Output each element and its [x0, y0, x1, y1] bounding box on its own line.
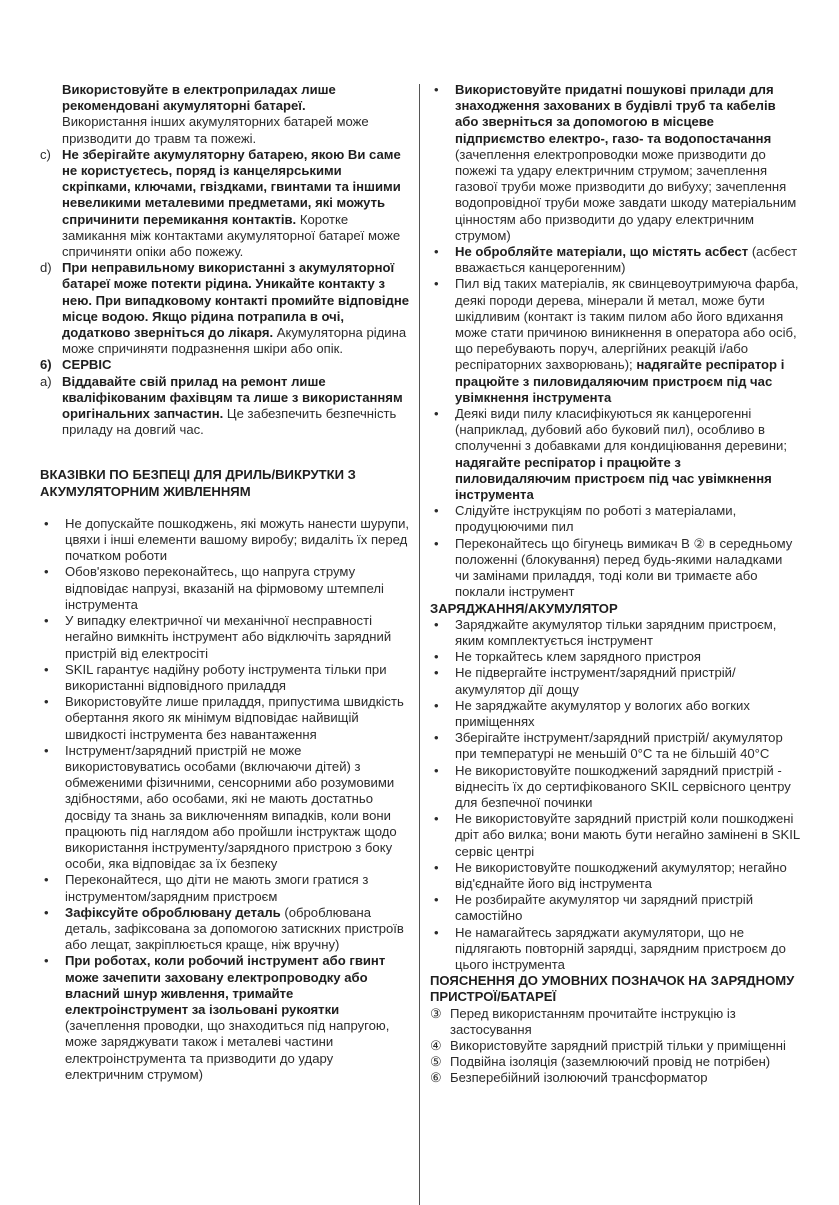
safety-bullet-5 [40, 694, 412, 743]
battery-intro-text: Використання інших акумуляторних батарей може призводити до травм та пожежі. [62, 114, 369, 146]
bullet-text: (зачеплення електропроводки може призводити до пожежі та удару електричним струмом; зачеплення газової труби може призводити до вибуху; зачеплення водопровідної труби може завдати шкоду матеріальним цінностям або призводити до удару електричним струмом) [455, 146, 797, 243]
charging-item-5 [430, 730, 800, 762]
safety-bullet-6 [40, 743, 412, 873]
bullet-mark: • [434, 859, 439, 875]
symbol-item-6 [430, 1070, 800, 1086]
bullet-bold: надягайте респіратор і працюйте з пиловидаляючим пристроєм під час увімкнення інструмента [455, 357, 785, 405]
charging-item-9 [430, 892, 800, 924]
symbol-text: Використовуйте зарядний пристрій тільки у приміщенні [450, 1037, 786, 1053]
bullet-mark: • [434, 762, 439, 778]
charging-heading: ЗАРЯДЖАННЯ/АКУМУЛЯТОР [430, 600, 618, 616]
bullet-mark: • [44, 515, 49, 531]
charging-item-10 [430, 925, 800, 974]
safety-bullet-13 [430, 406, 800, 503]
bullet-mark: • [434, 924, 439, 940]
bullet-mark: • [44, 904, 49, 920]
bullet-text: Переконайтесь що бігунець вимикач B ② в середньому положенні (блокування) перед будь-якими наладками чи замінами приладдя, тоді коли ви тримаєте або поклали інструмент [455, 535, 793, 600]
safety-bullet-15 [430, 536, 800, 601]
safety-bullet-7 [40, 872, 412, 904]
rule-d [40, 260, 412, 357]
charging-item-6 [430, 763, 800, 812]
bullet-mark: • [434, 892, 439, 908]
charging-item-8 [430, 860, 800, 892]
safety-bullet-9 [40, 953, 412, 1083]
bullet-text: Не використовуйте пошкоджений зарядний пристрій - віднесіть їх до сертифікованого SKIL сервісного центру для безпечної починки [455, 762, 791, 810]
symbol-number: ⑥ [430, 1070, 442, 1086]
bullet-bold: Не обробляйте матеріали, що містять асбест [455, 244, 749, 260]
rule-c-bold: Не зберігайте акумуляторну батарею, якою Ви саме не користуєтесь, поряд із канцелярськими скріпками, ключами, гвіздками, гвинтами та іншими невеликими металевими предметами, які можуть спричинити перемикання контактів. [62, 146, 401, 227]
bullet-text: (оброблювана деталь, зафіксована за допомогою затискних пристроїв або лещат, закріплюється краще, ніж вручну) [65, 904, 404, 953]
rule-c-marker: c) [40, 146, 51, 162]
bullet-mark: • [44, 953, 49, 969]
right-column [430, 82, 800, 1087]
symbol-item-5 [430, 1054, 800, 1070]
symbol-text: Безперебійний ізолюючий трансформатор [450, 1070, 708, 1086]
rule-c [40, 147, 412, 260]
bullet-mark: • [434, 406, 439, 422]
symbol-item-3 [430, 1006, 800, 1038]
bullet-mark: • [434, 276, 439, 292]
bullet-bold: Використовуйте придатні пошукові прилади для знаходження захованих в будівлі труб та кабелів або зверніться за допомогою в місцеве підприємство електро-, газо- та водопостачання [455, 82, 776, 146]
bullet-text: (асбест вважається канцерогенним) [455, 244, 798, 276]
bullet-mark: • [434, 697, 439, 713]
symbols-heading: ПОЯСНЕННЯ ДО УМОВНИХ ПОЗНАЧОК НА ЗАРЯДНОМУ ПРИСТРОЇ/БАТАРЕЇ [430, 973, 795, 1005]
safety-bullet-14 [430, 503, 800, 535]
bullet-text: Обов'язково переконайтесь, що напруга струму відповідає напрузі, вказаній на фірмовому штемпелі інструмента [65, 564, 384, 612]
safety-bullet-11 [430, 244, 800, 276]
bullet-mark: • [44, 661, 49, 677]
bullet-bold: При роботах, коли робочий інструмент або гвинт може зачепити заховану електропроводку або власний шнур живлення, тримайте електроінструмент за ізольовані рукоятки [65, 953, 386, 1017]
bullet-text: Інструмент/зарядний пристрій не може використовуватись особами (включаючи дітей) з обмеженими фізичними, сенсорними або розумовими здібностями, або особами, які не мають достатньо досвіду та знань за виключенням випадків, коли вони працюють під наглядом або пройшли інструктаж щодо використання інструменту/зарядного пристрою з боку особи, яка відповідає за їх безпеку [65, 742, 397, 872]
safety-bullet-4 [40, 662, 412, 694]
rule-d-marker: d) [40, 260, 52, 276]
bullet-mark: • [434, 649, 439, 665]
section-6-marker: 6) [40, 357, 52, 373]
symbol-item-4 [430, 1038, 800, 1054]
bullet-text: Не використовуйте пошкоджений акумулятор; негайно від'єднайте його від інструмента [455, 859, 787, 891]
bullet-text: Пил від таких матеріалів, як свинцевоутримуюча фарба, деякі породи дерева, мінерали й метал, може бути шкідливим (контакт із таким пилом або його вдихання може стати причиною виникнення в оператора або осіб, що перебувають поруч, алергійних реакцій і/або респіраторних захворювань); [455, 276, 799, 373]
bullet-mark: • [434, 535, 439, 551]
bullet-text: Не розбирайте акумулятор чи зарядний пристрій самостійно [455, 892, 754, 924]
column-divider [419, 84, 420, 1205]
safety-bullet-1 [40, 516, 412, 565]
battery-intro [40, 82, 412, 147]
bullet-mark: • [434, 665, 439, 681]
bullet-text: SKIL гарантує надійну роботу інструмента тільки при використанні відповідного приладдя [65, 661, 387, 693]
charging-item-3 [430, 665, 800, 697]
bullet-text: Не використовуйте зарядний пристрій коли пошкоджені дріт або вилка; вони мають бути негайно замінені в SKIL сервіс центрі [455, 811, 800, 859]
symbol-text: Подвійна ізоляція (заземлюючий провід не потрібен) [450, 1054, 771, 1070]
charging-item-2 [430, 649, 800, 665]
rule-a-bold: Віддавайте свій прилад на ремонт лише кваліфікованим фахівцям та лише з використанням оригінальних запчастин. [62, 373, 403, 422]
rule-d-text: Акумуляторна рідина може спричиняти подразнення шкіри або опік. [62, 325, 407, 357]
bullet-text: Не допускайте пошкоджень, які можуть нанести шурупи, цвяхи і інші елементи вашому виробу; видаліть їх перед початком роботи [65, 515, 410, 564]
rule-d-bold: При неправильному використанні з акумуляторної батареї може потекти рідина. Уникайте контакту з нею. При випадковому контакті промийте відповідне місце водою. Якщо рідина потрапила в очі, додатково зверніться до лікаря. [62, 260, 410, 341]
rule-a-marker: a) [40, 373, 52, 389]
bullet-mark: • [44, 872, 49, 888]
bullet-text: Зберігайте інструмент/зарядний пристрій/ акумулятор при температурі не меньшій 0°С та не більшій 40°С [455, 730, 783, 762]
bullet-text: Заряджайте акумулятор тільки зарядним пристроєм, яким комплектується інструмент [455, 616, 777, 648]
safety-bullet-2 [40, 564, 412, 613]
charging-item-4 [430, 698, 800, 730]
bullet-bold: надягайте респіратор і працюйте з пиловидаляючим пристроєм під час увімкнення інструмента [455, 454, 772, 503]
bullet-mark: • [434, 811, 439, 827]
bullet-mark: • [434, 82, 439, 97]
bullet-text: Використовуйте лише приладдя, припустима швидкість обертання якого як мінімум відповідає найвищій швидкості інструмента без навантаження [65, 694, 404, 742]
battery-intro-bold: Використовуйте в електроприладах лише рекомендовані акумуляторні батареї. [62, 82, 336, 114]
section-6-title: СЕРВІС [62, 357, 112, 373]
bullet-mark: • [434, 616, 439, 632]
bullet-mark: • [44, 613, 49, 629]
bullet-mark: • [434, 503, 439, 519]
charging-item-1 [430, 617, 800, 649]
symbol-number: ⑤ [430, 1054, 442, 1070]
bullet-mark: • [44, 694, 49, 710]
bullet-mark: • [44, 742, 49, 758]
section-6 [40, 357, 412, 373]
bullet-mark: • [434, 730, 439, 746]
bullet-text: Не намагайтесь заряджати акумулятори, що не підлягають повторній зарядці, зарядним пристроєм до цього інструмента [455, 924, 786, 972]
bullet-text: Не торкайтесь клем зарядного пристроя [455, 649, 701, 665]
safety-heading: ВКАЗІВКИ ПО БЕЗПЕЦІ ДЛЯ ДРИЛЬ/ВИКРУТКИ З АКУМУЛЯТОРНИМ ЖИВЛЕННЯМ [40, 467, 356, 499]
bullet-bold: Зафіксуйте оброблювану деталь [65, 904, 281, 920]
symbol-text: Перед використанням прочитайте інструкцію із застосування [450, 1005, 736, 1037]
bullet-text: Деякі види пилу класифікуються як канцерогенні (наприклад, дубовий або буковий пил), особливо в сполученні з добавками для кондиціювання деревини; [455, 406, 787, 454]
safety-bullet-12 [430, 276, 800, 406]
bullet-text: Не підвергайте інструмент/зарядний пристрій/ акумулятор дії дощу [455, 665, 736, 697]
bullet-text: Не заряджайте акумулятор у вологих або вогких приміщеннях [455, 697, 750, 729]
rule-a [40, 374, 412, 439]
bullet-text: Переконайтеся, що діти не мають змоги гратися з інструментом/зарядним пристроєм [65, 872, 369, 904]
bullet-text: (зачеплення проводки, що знаходиться під напругою, може заряджувати також і металеві частини електроінструмента та призводити до удару електричним струмом) [65, 1018, 390, 1082]
safety-bullet-10 [430, 82, 800, 244]
bullet-text: У випадку електричної чи механічної несправності негайно вимкніть інструмент або відключіть зарядний пристрій від електросіті [65, 613, 392, 661]
symbol-number: ③ [430, 1005, 442, 1021]
charging-item-7 [430, 811, 800, 860]
bullet-mark: • [44, 564, 49, 580]
safety-bullet-8 [40, 905, 412, 954]
safety-bullet-3 [40, 613, 412, 662]
bullet-mark: • [434, 244, 439, 260]
bullet-text: Слідуйте інструкціям по роботі з матеріалами, продуцюючими пил [455, 503, 737, 535]
symbol-number: ④ [430, 1037, 442, 1053]
left-column [40, 82, 412, 1083]
rule-c-text: Коротке замикання між контактами акумуляторної батареї може спричиняти опіки або пожежу. [62, 211, 401, 260]
rule-a-text: Це забезпечить безпечність приладу на довгий час. [62, 406, 397, 438]
